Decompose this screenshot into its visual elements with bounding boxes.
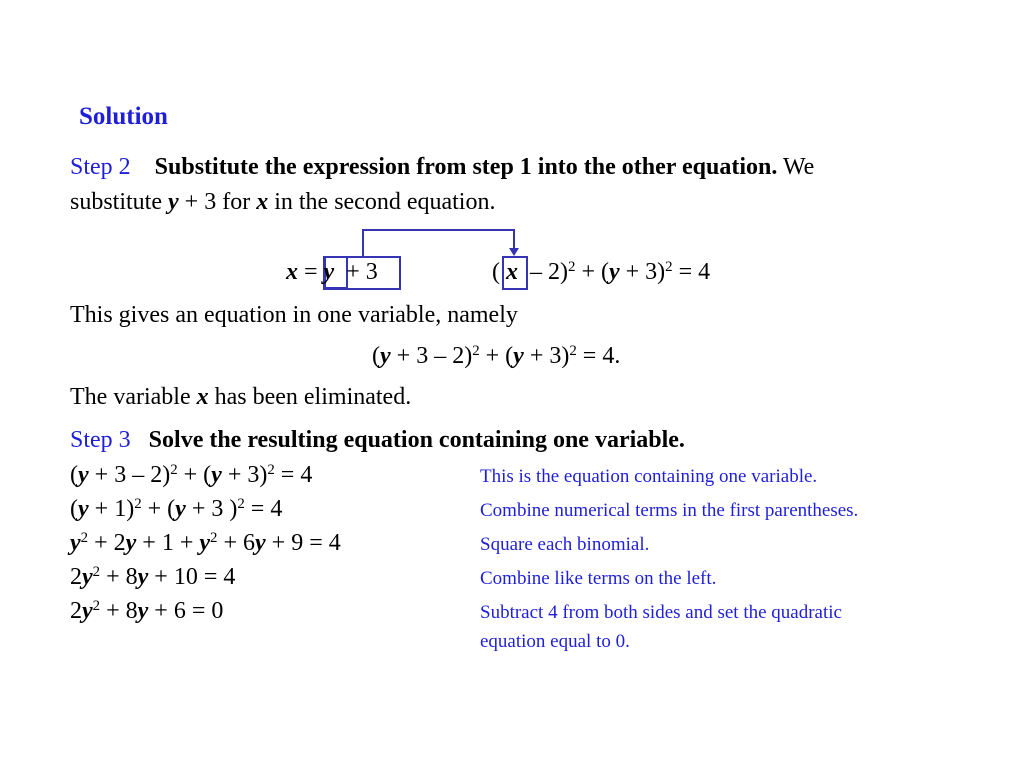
r1-c: + ( [183,462,212,488]
r2-b: + 1) [94,496,135,522]
sub-right-minus2: – 2) [530,259,568,285]
eq-end: = 4. [582,343,621,369]
exponent: 2 [134,495,142,512]
step3-note-row1: This is the equation containing one variable. [480,466,818,487]
step3-eq-row4 [70,564,235,591]
r1-e: = 4 [280,462,313,488]
exponent: 2 [170,461,178,478]
exponent: 2 [569,342,577,359]
sub-right-plus-open: + ( [581,259,609,285]
r1-a: ( [70,462,78,488]
step2-var-x: x [256,189,269,215]
exponent: 2 [80,529,89,546]
sub-right-y: y [608,259,620,285]
sub-left-plus3: + 3 [346,259,378,285]
r3-b: + 2 [94,530,126,556]
step3-eq-row1 [70,462,312,489]
exponent: 2 [92,563,101,580]
sub-right-eq4: = 4 [678,259,711,285]
r2-e: = 4 [250,496,283,522]
exponent: 2 [472,342,480,359]
step3-eq-row2 [70,496,282,523]
r4-a: 2 [70,564,82,590]
r1-b: + 3 – 2) [94,462,171,488]
r4-y: y [82,564,93,590]
r1-y2: y [211,462,222,488]
r3-y3: y [199,530,211,556]
sub-right-plus3: + 3) [625,259,666,285]
step3-eq-row3 [70,530,341,557]
substitution-left-eq [286,259,378,286]
r1-y: y [78,462,89,488]
step3-note-row4: Combine like terms on the left. [480,568,717,589]
sub-right-x: x [506,259,518,285]
r3-d: + 6 [223,530,256,556]
r3-y: y [70,530,81,556]
exponent: 2 [568,258,576,275]
step2-text-b: + 3 for [184,189,251,215]
r3-c: + 1 + [142,530,194,556]
sub-left-y: y [323,259,335,285]
r2-a: ( [70,496,78,522]
expl-text-a: The variable [70,384,191,410]
step2-text-c: in the second equation. [274,189,496,215]
eq-y: y [380,343,391,369]
r5-y2: y [137,598,149,624]
step3-eq-row5 [70,598,223,625]
exponent: 2 [237,495,245,512]
step3-note-row5-line2: equation equal to 0. [480,631,630,652]
r3-y2: y [125,530,137,556]
step3-note-row2: Combine numerical terms in the first parentheses. [480,500,859,521]
substitution-right-eq [492,259,710,286]
step2-title: Substitute the expression from step 1 into the other equation. [154,154,778,180]
eq-open: ( [372,343,380,369]
eq-mid1: + 3 – 2) [396,343,473,369]
explanation-line3 [70,384,411,411]
r5-y: y [82,598,93,624]
exponent: 2 [267,461,275,478]
explanation-line1: This gives an equation in one variable, namely [70,302,518,328]
r4-c: + 10 = 4 [154,564,236,590]
expl-text-b: has been eliminated. [214,384,412,410]
exponent: 2 [665,258,673,275]
r4-b: + 8 [106,564,138,590]
one-variable-equation [372,343,620,370]
eq-plus-open: + ( [485,343,514,369]
r3-e: + 9 = 4 [271,530,341,556]
step2-text-a: substitute [70,189,163,215]
r2-y: y [78,496,89,522]
r5-c: + 6 = 0 [154,598,224,624]
sub-left-x: x [286,259,298,285]
step2-label: Step 2 [70,154,131,180]
expl-var-x: x [196,384,209,410]
substitution-arrow [0,0,1024,300]
step3-header [70,427,685,454]
exponent: 2 [210,529,218,546]
eq-y: y [513,343,524,369]
r2-d: + 3 ) [191,496,238,522]
r3-y4: y [255,530,266,556]
sub-left-equals: = [304,259,318,285]
r4-y2: y [137,564,149,590]
r5-a: 2 [70,598,82,624]
sub-right-open: ( [492,259,500,285]
solution-heading: Solution [79,103,168,130]
step3-note-row3: Square each binomial. [480,534,650,555]
r2-y2: y [175,496,186,522]
step2-line1-end: We [782,154,815,180]
r1-d: + 3) [227,462,268,488]
r5-b: + 8 [106,598,138,624]
step3-note-row5-line1: Subtract 4 from both sides and set the quadratic [480,602,842,623]
r2-c: + ( [147,496,176,522]
step2-var-y: y [168,189,179,215]
eq-mid2: + 3) [529,343,570,369]
step3-title: Solve the resulting equation containing one variable. [148,427,685,453]
exponent: 2 [92,597,101,614]
step3-label: Step 3 [70,427,131,453]
